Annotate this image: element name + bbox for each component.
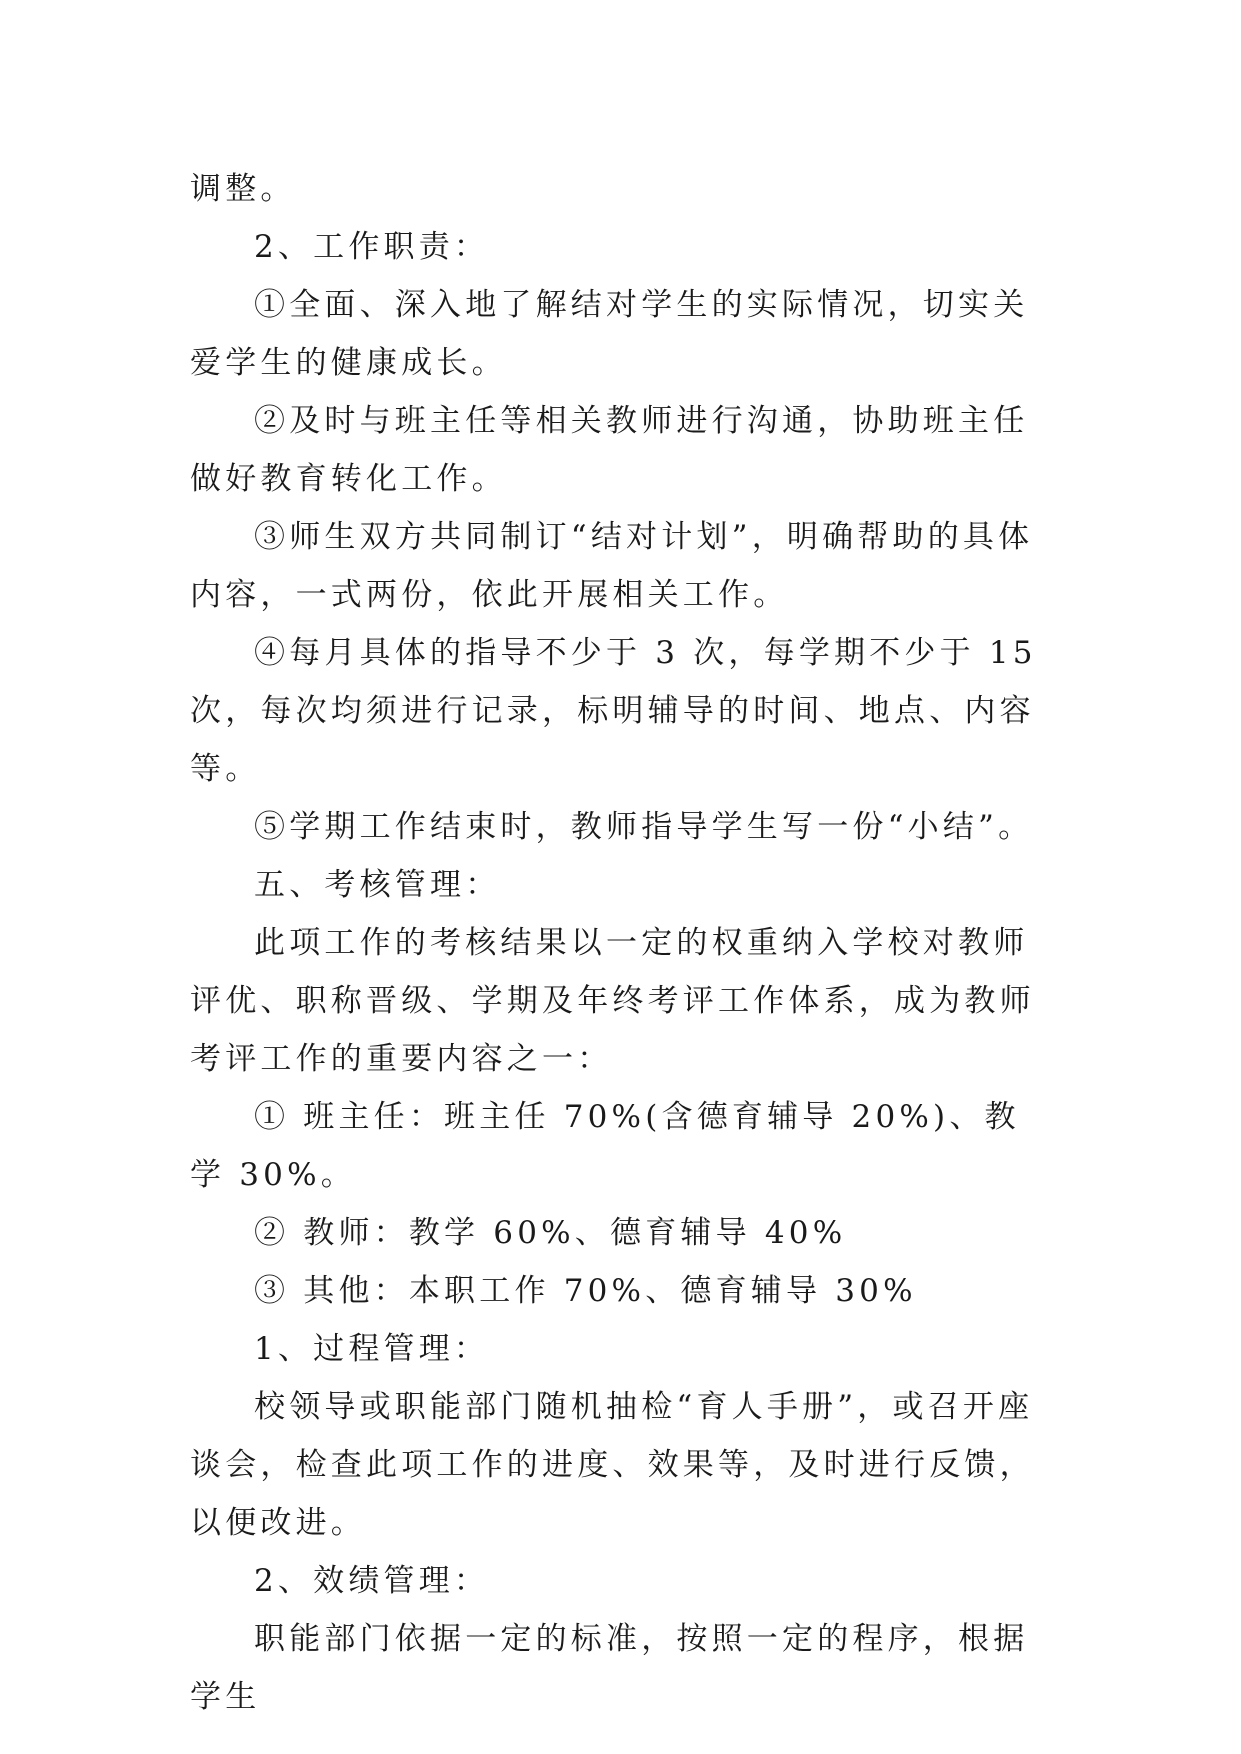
section-heading: 1、过程管理： (254, 1331, 490, 1367)
paragraph: ③师生双方共同制订“结对计划”，明确帮助的具体内容，一式两份，依此开展相关工作。 (190, 519, 1034, 613)
list-item: ② 教师：教学 60%、德育辅导 40% (254, 1215, 847, 1251)
paragraph: 此项工作的考核结果以一定的权重纳入学校对教师评优、职称晋级、学期及年终考评工作体系，成为教师考评工作的重要内容之一： (190, 925, 1035, 1077)
list-item: ③ 其他：本职工作 70%、德育辅导 30% (254, 1273, 917, 1309)
paragraph: 调整。 (190, 171, 296, 207)
paragraph: ①全面、深入地了解结对学生的实际情况，切实关爱学生的健康成长。 (190, 287, 1029, 381)
section-heading: 2、效绩管理： (254, 1563, 490, 1599)
paragraph: 校领导或职能部门随机抽检“育人手册”，或召开座谈会，检查此项工作的进度、效果等，及时进行反馈，以便改进。 (190, 1389, 1035, 1541)
paragraph: ②及时与班主任等相关教师进行沟通，协助班主任做好教育转化工作。 (190, 403, 1029, 497)
document-body (190, 160, 1054, 1726)
paragraph: ⑤学期工作结束时，教师指导学生写一份“小结”。 (254, 809, 1034, 845)
paragraph: ④每月具体的指导不少于 3 次，每学期不少于 15 次，每次均须进行记录，标明辅导的时间、地点、内容等。 (190, 635, 1037, 787)
section-heading: 2、工作职责： (254, 229, 490, 265)
list-item: ① 班主任：班主任 70%(含德育辅导 20%)、教学 30%。 (190, 1099, 1020, 1193)
section-heading: 五、考核管理： (254, 867, 501, 903)
paragraph: 职能部门依据一定的标准，按照一定的程序，根据学生 (190, 1621, 1029, 1715)
